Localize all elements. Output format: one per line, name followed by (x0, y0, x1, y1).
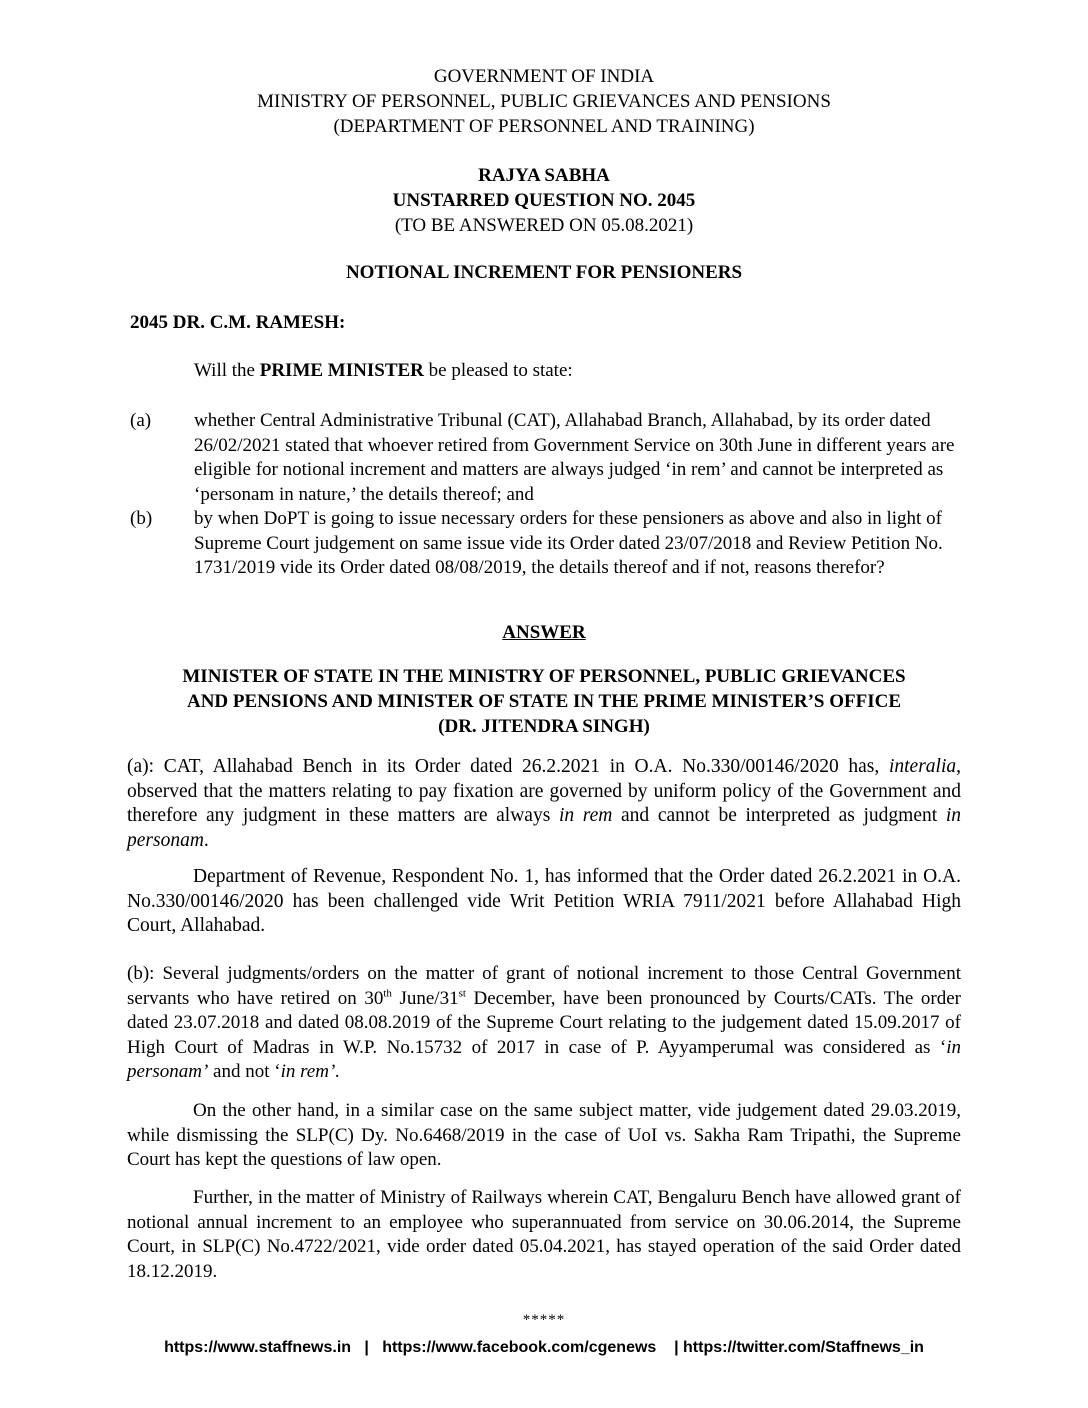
answer-a-paragraph-2: Department of Revenue, Respondent No. 1, has informed that the Order dated 26.2.2021 in O.A. No.330/00146/2020 has been challenged vide Writ Petition WRIA 7911/2021 before Allahabad High Court, Allahabad. (127, 866, 961, 936)
addressee: PRIME MINISTER (259, 360, 424, 381)
question-reference (0, 163, 1088, 238)
question-text: by when DoPT is going to issue necessary orders for these pensioners as above and also in light of Supreme Court judgement on same issue vide its Order dated 23/07/2018 and Review Petition No. 1731/2019 vide its Order dated 08/08/2019, the details thereof and if not, reasons therefor? (194, 508, 943, 578)
minister-block (0, 664, 1088, 739)
end-marker: ***** (522, 1312, 566, 1328)
footer-link-twitter[interactable]: https://twitter.com/Staffnews_in (683, 1339, 924, 1356)
answer-a-paragraph-1: (a): CAT, Allahabad Bench in its Order dated 26.2.2021 in O.A. No.330/00146/2020 has, interalia, observed that the matters relating to pay fixation are governed by uniform policy of the Government and therefore any judgment in these matters are always in rem and cannot be interpreted as judgment in personam. (127, 756, 961, 851)
answer-date: (TO BE ANSWERED ON 05.08.2021) (394, 215, 694, 236)
minister-line-1: MINISTER OF STATE IN THE MINISTRY OF PERSONNEL, PUBLIC GRIEVANCES (182, 666, 906, 687)
question-item-b (130, 507, 960, 581)
question-text: whether Central Administrative Tribunal (CAT), Allahabad Branch, Allahabad, by its order dated 26/02/2021 stated that whoever retired from Government Service on 30th June in different years are eligible for notional increment and matters are always judged ‘in rem’ and cannot be interpreted as ‘personam in nature,’ the details thereof; and (194, 410, 955, 505)
question-subject: NOTIONAL INCREMENT FOR PENSIONERS (345, 262, 743, 283)
answer-b-paragraph-3: Further, in the matter of Ministry of Railways wherein CAT, Bengaluru Bench have allowed grant of notional annual increment to an employee who superannuated from service on 30.06.2014, the Supreme Court, in SLP(C) No.4722/2021, vide order dated 05.04.2021, has stayed operation of the said Order dated 18.12.2019. (127, 1187, 961, 1282)
house-name: RAJYA SABHA (478, 165, 610, 186)
answer-heading: ANSWER (502, 622, 586, 643)
header-government: GOVERNMENT OF INDIA (433, 66, 655, 87)
minister-line-2: AND PENSIONS AND MINISTER OF STATE IN THE PRIME MINISTER’S OFFICE (186, 691, 902, 712)
header-ministry: MINISTRY OF PERSONNEL, PUBLIC GRIEVANCES AND PENSIONS (257, 91, 831, 112)
footer-links: https://www.staffnews.in | https://www.facebook.com/cgenews | https://twitter.com/Staffnews_in (164, 1339, 924, 1356)
question-label: (a) (130, 410, 152, 431)
document-header (0, 64, 1088, 139)
footer-link-staffnews[interactable]: https://www.staffnews.in (164, 1339, 352, 1356)
question-intro: Will the PRIME MINISTER be pleased to state: (194, 360, 573, 381)
question-label: (b) (130, 508, 153, 529)
question-number: UNSTARRED QUESTION NO. 2045 (392, 190, 696, 211)
minister-name: (DR. JITENDRA SINGH) (438, 716, 650, 737)
question-asker: 2045 DR. C.M. RAMESH: (130, 312, 346, 333)
answer-b-paragraph-1: (b): Several judgments/orders on the matter of grant of notional increment to those Central Government servants who have retired on 30th June/31st December, have been pronounced by Courts/CATs. The order dated 23.07.2018 and dated 08.08.2019 of the Supreme Court relating to the judgement dated 15.09.2017 of High Court of Madras in W.P. No.15732 of 2017 in case of P. Ayyamperumal was considered as ‘in personam’ and not ‘in rem’. (127, 963, 961, 1082)
question-item-a (130, 409, 960, 507)
answer-b-paragraph-2: On the other hand, in a similar case on the same subject matter, vide judgement dated 29.03.2019, while dismissing the SLP(C) Dy. No.6468/2019 in the case of UoI vs. Sakha Ram Tripathi, the Supreme Court has kept the questions of law open. (127, 1100, 961, 1170)
footer-link-facebook[interactable]: https://www.facebook.com/cgenews (382, 1339, 657, 1356)
header-department: (DEPARTMENT OF PERSONNEL AND TRAINING) (333, 116, 755, 137)
